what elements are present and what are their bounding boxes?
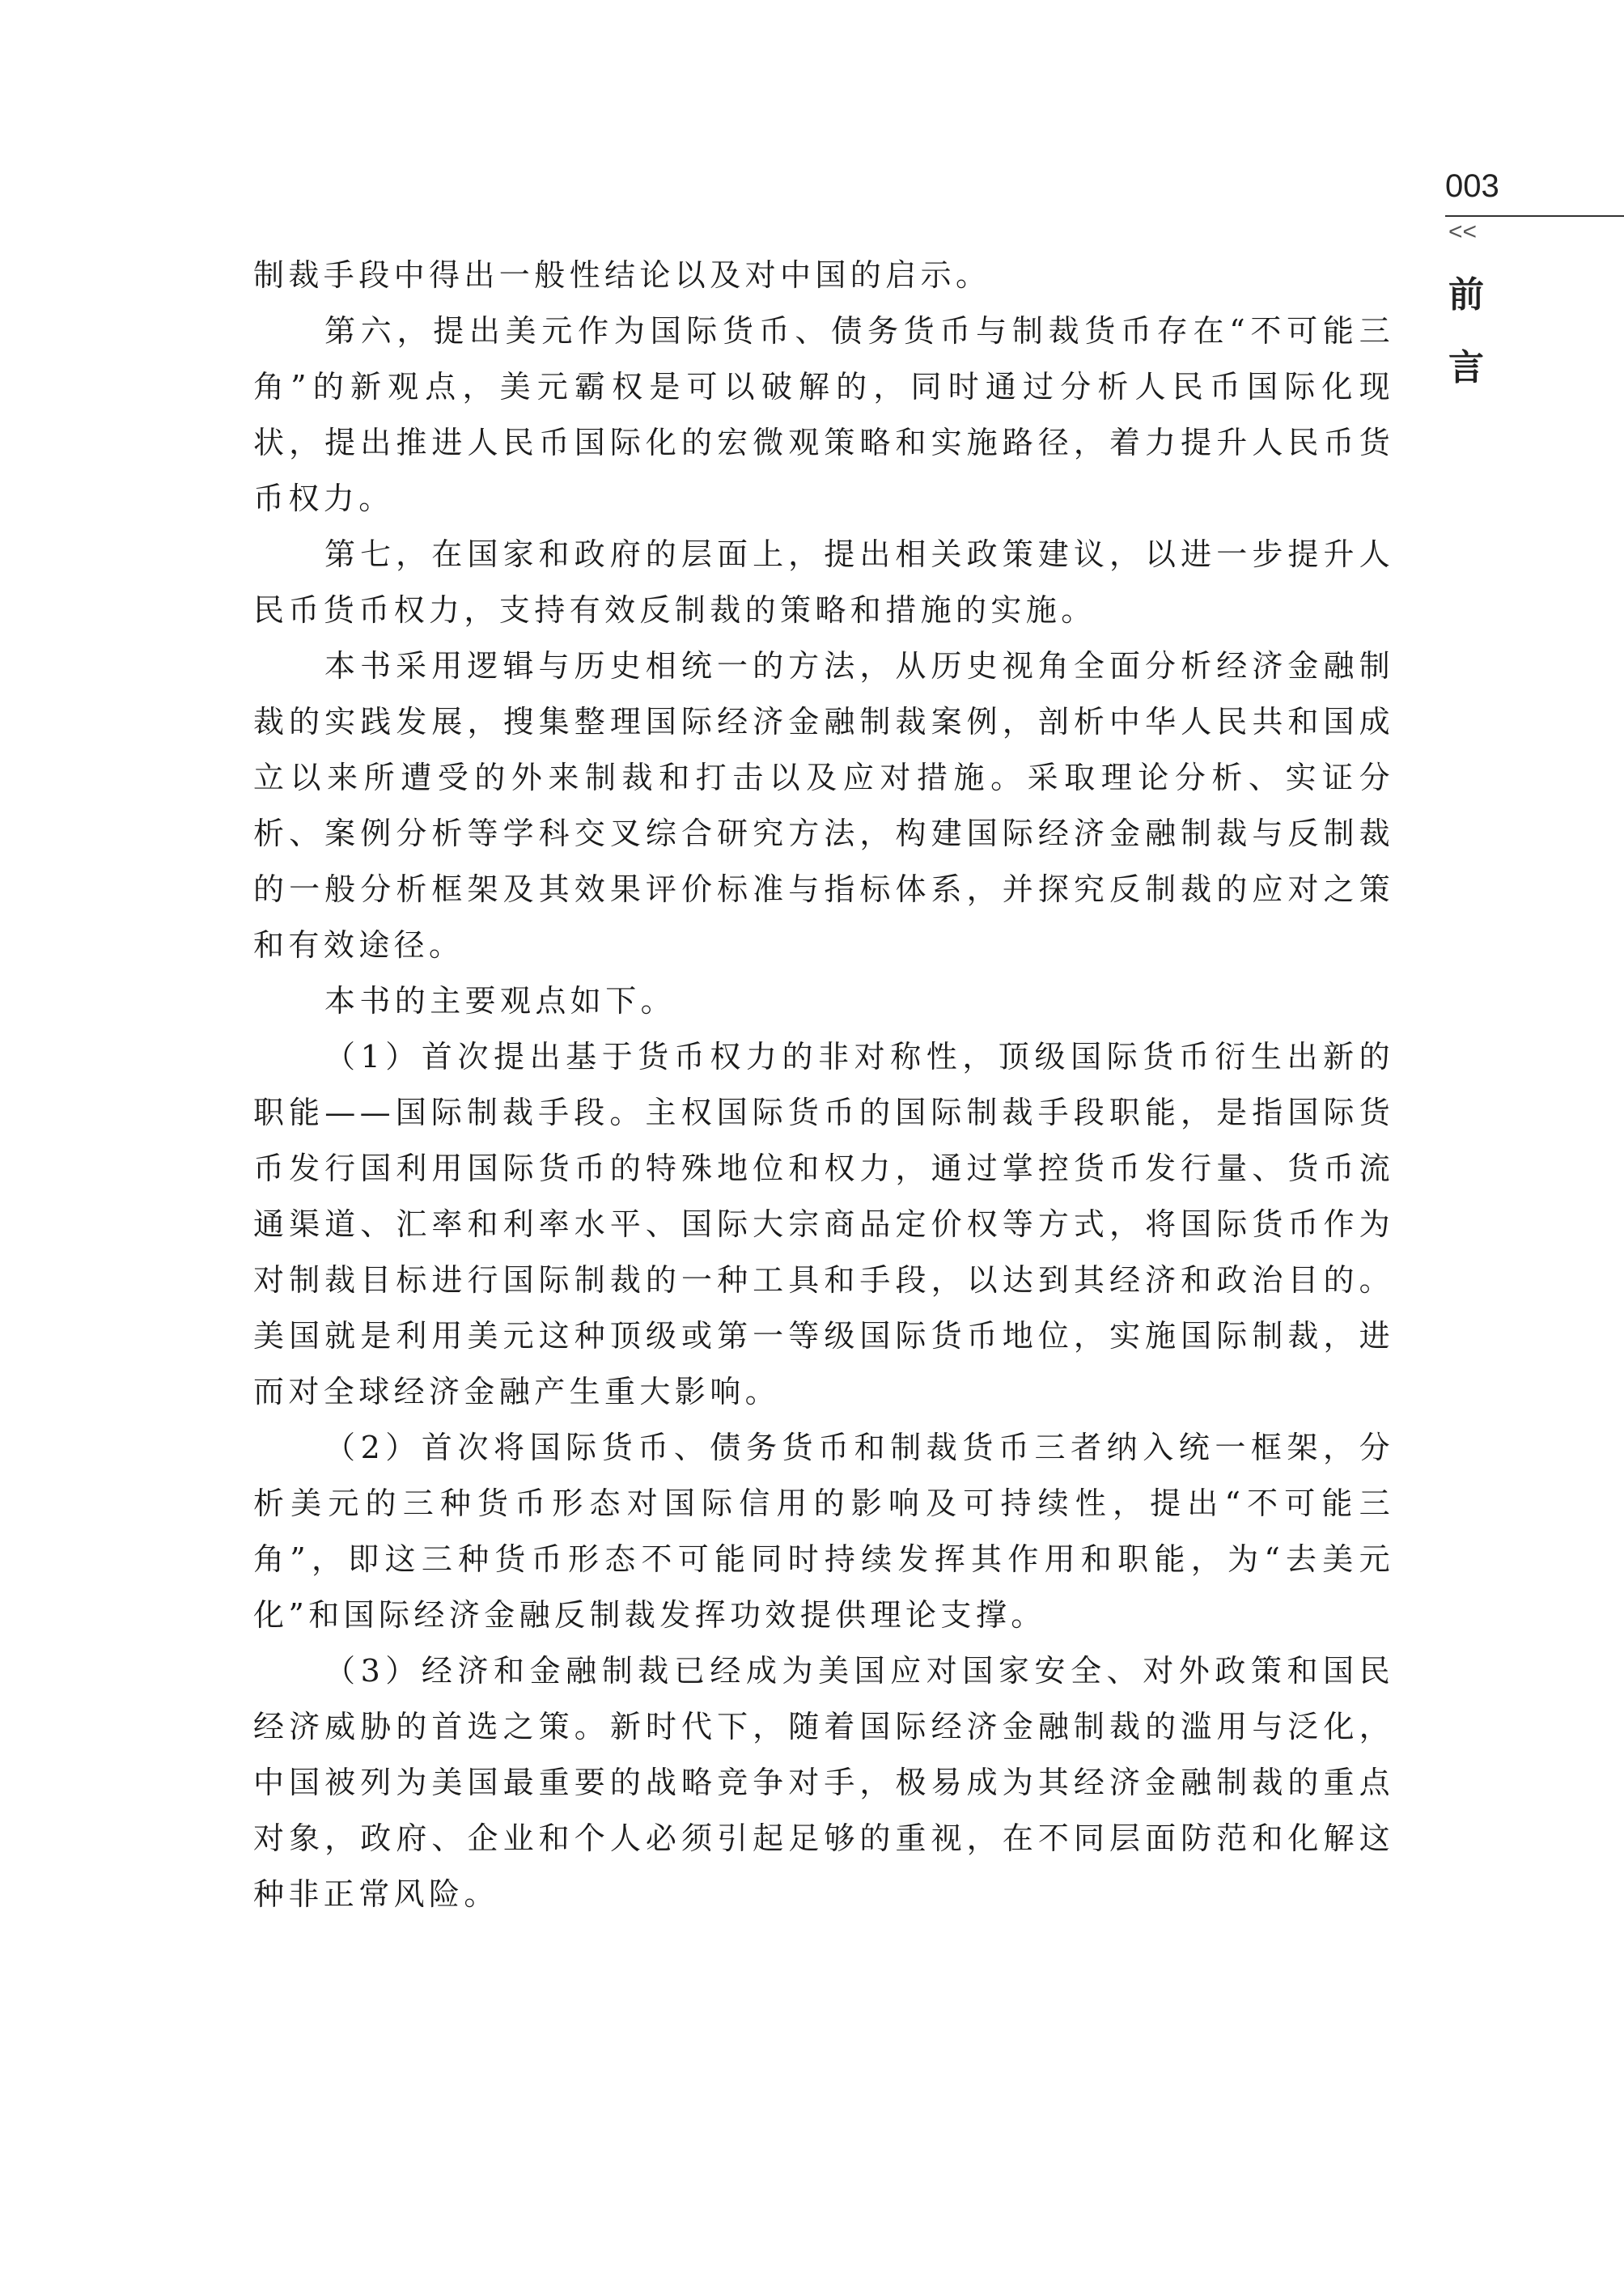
paragraph: 第六，提出美元作为国际货币、债务货币与制裁货币存在“不可能三角”的新观点，美元霸权是可以破解的，同时通过分析人民币国际化现状，提出推进人民币国际化的宏微观策略和实施路径，着力提升人民币货币权力。 <box>253 313 1394 516</box>
chevron-left-icon: << <box>1448 218 1478 245</box>
paragraph: 本书采用逻辑与历史相统一的方法，从历史视角全面分析经济金融制裁的实践发展，搜集整理国际经济金融制裁案例，剖析中华人民共和国成立以来所遭受的外来制裁和打击以及应对措施。采取理论分析、实证分析、案例分析等学科交叉综合研究方法，构建国际经济金融制裁与反制裁的一般分析框架及其效果评价标准与指标体系，并探究反制裁的应对之策和有效途径。 <box>253 648 1394 963</box>
section-label-char: 言 <box>1448 347 1484 388</box>
paragraph: （2）首次将国际货币、债务货币和制裁货币三者纳入统一框架，分析美元的三种货币形态对国际信用的影响及可持续性，提出“不可能三角”，即这三种货币形态不可能同时持续发挥其作用和职能，为“去美元化”和国际经济金融反制裁发挥功效提供理论支撑。 <box>253 1430 1394 1633</box>
paragraph: （1）首次提出基于货币权力的非对称性，顶级国际货币衍生出新的职能——国际制裁手段。主权国际货币的国际制裁手段职能，是指国际货币发行国利用国际货币的特殊地位和权力，通过掌控货币发行量、货币流通渠道、汇率和利率水平、国际大宗商品定价权等方式，将国际货币作为对制裁目标进行国际制裁的一种工具和手段，以达到其经济和政治目的。美国就是利用美元这种顶级或第一等级国际货币地位，实施国际制裁，进而对全球经济金融产生重大影响。 <box>253 1039 1394 1409</box>
section-label <box>1448 259 1497 405</box>
paragraph: 制裁手段中得出一般性结论以及对中国的启示。 <box>253 257 991 293</box>
header-rule <box>1445 215 1624 217</box>
paragraph: 第七，在国家和政府的层面上，提出相关政策建议，以进一步提升人民币货币权力，支持有效反制裁的策略和措施的实施。 <box>253 536 1394 628</box>
section-label-char: 前 <box>1448 274 1484 316</box>
paragraph: 本书的主要观点如下。 <box>324 983 676 1019</box>
page-number: 003 <box>1445 168 1499 204</box>
paragraph: （3）经济和金融制裁已经成为美国应对国家安全、对外政策和国民经济威胁的首选之策。新时代下，随着国际经济金融制裁的滥用与泛化，中国被列为美国最重要的战略竞争对手，极易成为其经济金融制裁的重点对象，政府、企业和个人必须引起足够的重视，在不同层面防范和化解这种非正常风险。 <box>253 1653 1394 1912</box>
body-text <box>253 248 1394 1922</box>
